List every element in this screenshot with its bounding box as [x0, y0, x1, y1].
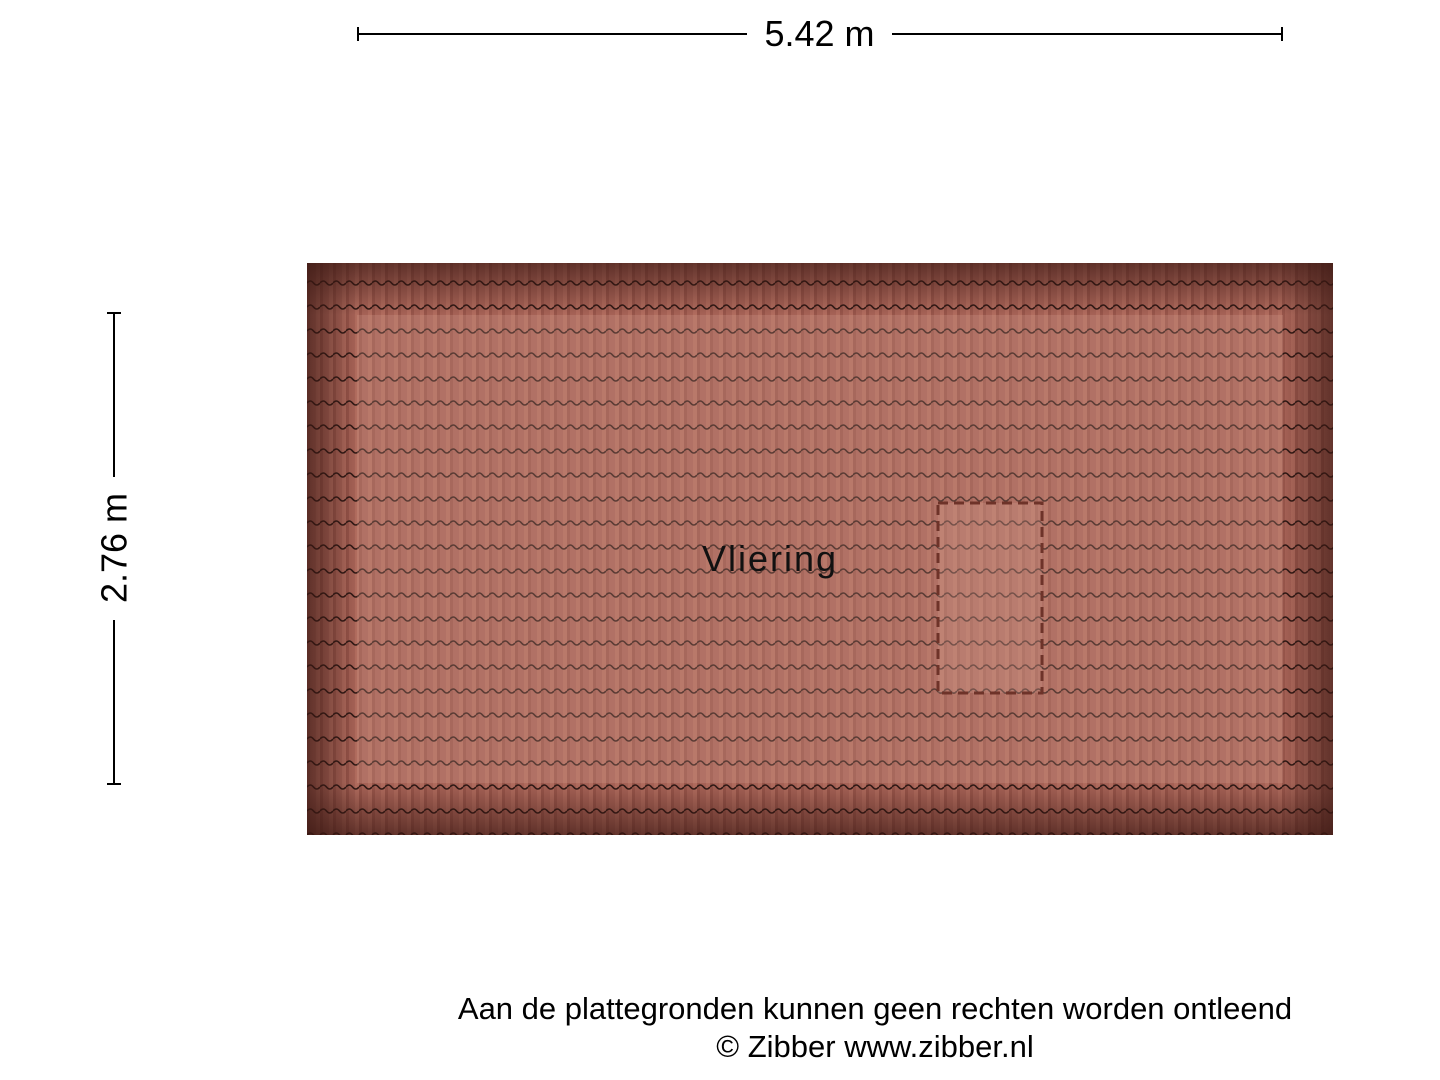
disclaimer-block: [380, 990, 1370, 1066]
room-label: Vliering: [701, 538, 839, 579]
width-dimension-line-left: [357, 33, 747, 35]
depth-dimension-label: 2.76 m: [93, 492, 135, 604]
width-dimension-end-tick: [1281, 27, 1283, 41]
width-dimension-line-right: [892, 33, 1283, 35]
depth-dimension: [94, 312, 134, 785]
width-dimension-label: 5.42 m: [764, 13, 875, 54]
copyright-text: © Zibber www.zibber.nl: [716, 1029, 1034, 1064]
width-dimension: [357, 14, 1283, 54]
depth-dimension-line-lower: [113, 620, 115, 785]
disclaimer-text: Aan de plattegronden kunnen geen rechten worden ontleend: [457, 991, 1293, 1026]
depth-dimension-end-tick: [107, 783, 121, 785]
depth-dimension-line-upper: [113, 312, 115, 477]
